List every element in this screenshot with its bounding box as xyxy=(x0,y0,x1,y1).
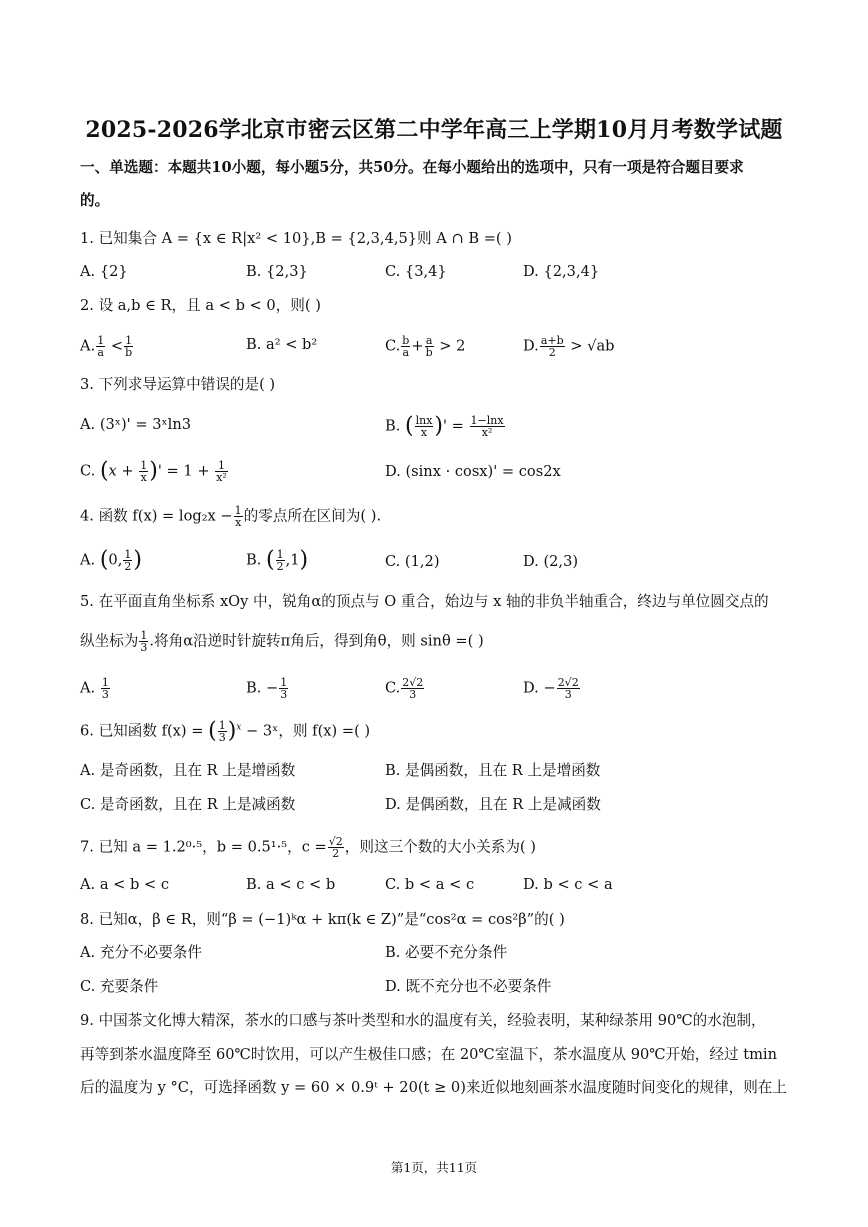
question-4-stem: 4. 函数 f(x) = log₂x − $\frac{1}{x}$ 的零点所在区间为( ). xyxy=(80,504,382,529)
question-1-option-b: B. {2,3} xyxy=(246,263,308,280)
section-heading-line2: 的。 xyxy=(80,192,110,209)
question-2-option-d: D. $\frac{a+b}{2}$ > √ab xyxy=(523,334,615,359)
question-9-line2: 再等到茶水温度降至 60℃时饮用，可以产生极佳口感；在 20℃室温下，茶水温度从 90℃开始，经过 tmin xyxy=(80,1046,777,1063)
question-4-option-d: D. (2,3) xyxy=(523,553,579,570)
question-8-option-c: C. 充要条件 xyxy=(80,978,159,995)
question-8-option-a: A. 充分不必要条件 xyxy=(80,944,202,961)
question-7-stem: 7. 已知 a = 1.2⁰·⁵，b = 0.5¹·⁵，c = $\frac{√2}{2}$ ，则这三个数的大小关系为( ) xyxy=(80,835,536,860)
question-3-option-c: C. (x + $\frac{1}{x}$ )' = 1 + $\frac{1}{\text{x²}}$ xyxy=(80,458,227,484)
question-2-option-a: A. $\frac{1}{a}$ < $\frac{1}{b}$ xyxy=(80,334,133,359)
question-5-line2: 纵坐标为 $\frac{1}{3}$ .将角α沿逆时针旋转π角后，得到角θ，则 sinθ =( ) xyxy=(80,629,484,654)
question-3-option-d: D. (sinx · cosx)' = cos2x xyxy=(385,463,561,480)
question-2-option-b: B. a² < b² xyxy=(246,336,318,353)
question-1-option-c: C. {3,4} xyxy=(385,263,447,280)
question-2-option-c: C. $\frac{b}{a}$ + $\frac{a}{b}$ > 2 xyxy=(385,334,466,359)
question-6-option-a: A. 是奇函数，且在 R 上是增函数 xyxy=(80,762,296,779)
page-title: 2025-2026学北京市密云区第二中学年高三上学期10月月考数学试题 xyxy=(85,117,783,143)
question-2-stem: 2. 设 a,b ∈ R，且 a < b < 0，则( ) xyxy=(80,297,321,314)
question-8-option-b: B. 必要不充分条件 xyxy=(385,944,508,961)
question-6-option-d: D. 是偶函数，且在 R 上是减函数 xyxy=(385,796,601,813)
question-5-option-b: B. − $\frac{1}{3}$ xyxy=(246,676,288,701)
question-3-stem: 3. 下列求导运算中错误的是( ) xyxy=(80,376,276,393)
question-3-option-b: B. ( $\frac{\ln x}{x}$ )' = $\frac{1-\ln x}{\text{x²}}$ xyxy=(385,413,504,439)
question-5-option-c: C. $\frac{2√2}{3}$ xyxy=(385,676,424,701)
question-6-stem: 6. 已知函数 f(x) = ( $\frac{1}{3}$ )$^x$ − 3ˣ，则 f(x) =( ) xyxy=(80,718,371,744)
question-8-option-d: D. 既不充分也不必要条件 xyxy=(385,978,552,995)
question-4-option-c: C. (1,2) xyxy=(385,553,440,570)
question-3-option-a: A. (3ˣ)' = 3ˣln3 xyxy=(80,416,192,433)
question-7-option-c: C. b < a < c xyxy=(385,876,475,893)
question-9-line1: 9. 中国茶文化博大精深，茶水的口感与茶叶类型和水的温度有关，经验表明，某种绿茶用 90℃的水泡制， xyxy=(80,1012,766,1029)
question-1-stem: 1. 已知集合 A = {x ∈ R|x² < 10},B = {2,3,4,5}则 A ∩ B =( ) xyxy=(80,230,512,247)
question-5-option-a: A. $\frac{1}{3}$ xyxy=(80,676,109,701)
question-5-option-d: D. − $\frac{2√2}{3}$ xyxy=(523,676,579,701)
question-7-option-b: B. a < c < b xyxy=(246,876,336,893)
question-5-line1: 5. 在平面直角坐标系 xOy 中，锐角α的顶点与 O 重合，始边与 x 轴的非负半轴重合，终边与单位圆交点的 xyxy=(80,593,769,610)
question-8-stem: 8. 已知α，β ∈ R，则“β = (−1)ᵏα + kπ(k ∈ Z)”是“cos²α = cos²β”的( ) xyxy=(80,911,565,928)
question-6-option-c: C. 是奇函数，且在 R 上是减函数 xyxy=(80,796,296,813)
section-heading-line1: 一、单选题：本题共10小题，每小题5分，共50分。在每小题给出的选项中，只有一项是符合题目要求 xyxy=(80,159,744,176)
question-1-option-d: D. {2,3,4} xyxy=(523,263,600,280)
question-7-option-a: A. a < b < c xyxy=(80,876,170,893)
page-footer: 第1页，共11页 xyxy=(390,1160,478,1175)
question-1-option-a: A. {2} xyxy=(80,263,128,280)
question-4-option-b: B. ( $\frac{1}{2}$ ,1) xyxy=(246,547,309,573)
question-7-option-d: D. b < c < a xyxy=(523,876,613,893)
question-4-option-a: A. (0, $\frac{1}{2}$ ) xyxy=(80,547,142,573)
question-6-option-b: B. 是偶函数，且在 R 上是增函数 xyxy=(385,762,601,779)
question-9-line3: 后的温度为 y °C，可选择函数 y = 60 × 0.9ᵗ + 20(t ≥ 0)来近似地刻画茶水温度随时间变化的规律，则在上 xyxy=(80,1079,787,1096)
